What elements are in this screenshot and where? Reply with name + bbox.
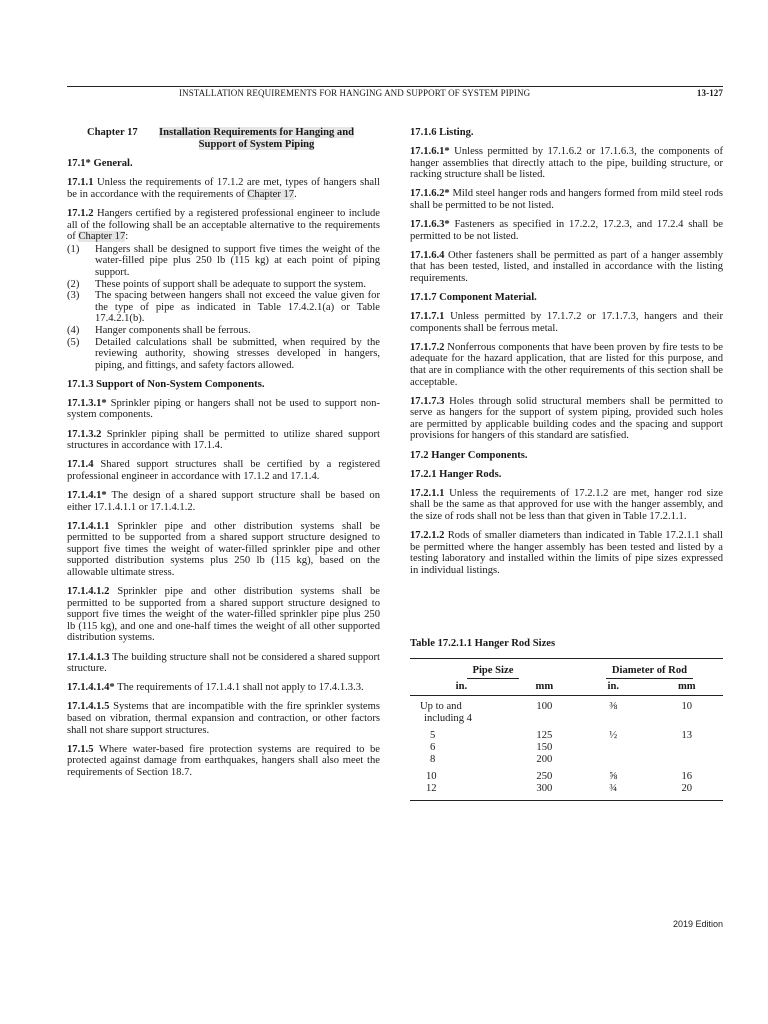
cell-line: ⅝ — [609, 771, 618, 783]
rod-mm-cell — [651, 766, 723, 801]
section-number: 17.1.4.1* — [67, 489, 107, 501]
section-text: Hangers certified by a registered professional engineer to include all of the following shall be an acceptable alternative to the requirements of — [67, 207, 380, 243]
table-title: Table 17.2.1.1 Hanger Rod Sizes — [410, 638, 556, 650]
section-17-1-3 — [67, 379, 380, 391]
section-number: 17.1.4.1.3 — [67, 651, 110, 663]
section-number: 17.1.7.2 — [410, 341, 445, 353]
cell-line: 13 — [681, 730, 693, 742]
list-item-text: These points of support shall be adequate to support the system. — [95, 278, 366, 290]
section-text: Sprinkler pipe and other distribution systems shall be permitted to be supported from a shared support structure designed to support five times the weight of the water-filled sprinkler pipe plus 250 lb (115 kg), and one and one-half times the weight of all other supported distribution systems. — [67, 586, 380, 644]
section-title: Support of Non-System Components. — [96, 378, 265, 390]
section-17-2-1-1 — [410, 488, 723, 523]
unit-in-header: in. — [410, 681, 513, 696]
section-text: Other fasteners shall be permitted as part of a hanger assembly that has been tested, listed, and installed in accordance with the listing requirements. — [410, 249, 723, 284]
section-text: The building structure shall not be considered a shared support structure. — [67, 651, 380, 675]
section-17-1-7-3 — [410, 396, 723, 442]
list-item — [67, 337, 380, 372]
section-text-end: : — [125, 231, 129, 243]
section-text: Mild steel hanger rods and hangers formed from mild steel rods shall be permitted to be not listed. — [410, 188, 723, 211]
rod-diameter-header — [576, 659, 723, 681]
cell-line: 5 — [430, 730, 436, 742]
cell-line: 10 — [426, 771, 437, 783]
table-row — [410, 696, 723, 726]
pipe-in-cell — [410, 725, 513, 766]
pipe-in-cell — [410, 696, 513, 726]
section-17-1-3-1 — [67, 398, 380, 421]
section-number: 17.1.3 — [67, 378, 94, 390]
list-item-number: (4) — [67, 324, 80, 336]
list-item — [67, 290, 380, 325]
rod-in-cell — [576, 725, 651, 766]
section-number: 17.1.4.1.4* — [67, 682, 115, 694]
section-17-1-6-2 — [410, 188, 723, 211]
section-text: Unless permitted by 17.1.6.2 or 17.1.6.3, the components of hanger assemblies that directly attach to the pipe, building structure, or racking structure shall be listed. — [410, 146, 723, 181]
section-17-1-4-1-4 — [67, 682, 380, 694]
chapter-title-text: Installation Requirements for Hanging and Support of System Piping — [158, 127, 355, 150]
cell-line: 250 — [536, 771, 553, 783]
section-17-1-4-1-1 — [67, 521, 380, 579]
unit-mm-header: mm — [651, 681, 723, 696]
section-title: General. — [93, 158, 133, 170]
section-text: Sprinkler piping or hangers shall not be used to support non-system components. — [67, 397, 380, 421]
section-text: Nonferrous components that have been proven by fire tests to be adequate for the hazard application, that are listed for this purpose, and that are in compliance with the other requirements of this section shall be acceptable. — [410, 341, 723, 388]
list-item-text: Hangers shall be designed to support five times the weight of the water-filled pipe plus 250 lb (115 kg) at each point of piping support. — [95, 243, 380, 278]
section-17-1-4 — [67, 459, 380, 482]
section-number: 17.1.3.2 — [67, 428, 102, 440]
section-17-1-7-2 — [410, 342, 723, 388]
unit-in-header: in. — [576, 681, 651, 696]
chapter-17-link[interactable]: Chapter 17 — [247, 188, 295, 200]
section-17-1-4-1-3 — [67, 652, 380, 675]
chapter-title — [149, 127, 364, 150]
list-item-text: Hanger components shall be ferrous. — [95, 324, 251, 336]
section-number: 17.1* — [67, 158, 91, 170]
page-number: 13-127 — [696, 88, 723, 98]
section-17-1-7-1 — [410, 311, 723, 334]
running-header — [67, 86, 723, 103]
section-number: 17.2.1.2 — [410, 530, 445, 542]
section-17-2-1 — [410, 469, 723, 481]
section-17-1-3-2 — [67, 429, 380, 452]
section-title: Listing. — [439, 127, 474, 138]
section-17-2-1-2 — [410, 530, 723, 576]
rod-mm-cell — [651, 725, 723, 766]
section-number: 17.1.6.4 — [410, 249, 445, 261]
section-text: Where water-based fire protection systems are required to be protected against damage from earthquakes, hangers shall also meet the requirements of Section 18.7. — [67, 743, 380, 778]
section-17-2 — [410, 450, 723, 462]
cell-line: 6 — [430, 741, 436, 753]
section-text: Systems that are incompatible with the fire sprinkler systems based on vibration, thermal expansion and contraction, or other factors shall not share support structures. — [67, 701, 380, 736]
cell-line: including 4 — [424, 712, 472, 724]
section-text: Unless the requirements of 17.1.2 are met, types of hangers shall be in accordance with the requirements of — [67, 177, 381, 200]
cell-line: Up to and — [420, 701, 462, 713]
table-row — [410, 725, 723, 766]
section-number: 17.1.7 — [410, 292, 437, 304]
cell-line: 16 — [681, 771, 693, 783]
section-title: Hanger Rods. — [439, 468, 502, 480]
section-number: 17.1.4.1.2 — [67, 586, 110, 598]
list-item-number: (5) — [67, 336, 80, 348]
section-text: Rods of smaller diameters than indicated in Table 17.2.1.1 shall be permitted where the hanger assembly has been tested and listed by a testing laboratory and installed within the limits of pipe sizes expressed in individual listings. — [410, 530, 723, 576]
section-number: 17.1.7.1 — [410, 311, 445, 323]
list-item-text: Detailed calculations shall be submitted, when required by the reviewing authority, showing stresses developed in hangers, piping, and fittings, and safety factors allowed. — [95, 336, 380, 371]
section-number: 17.1.4.1.1 — [67, 520, 110, 532]
chapter-label: Chapter 17 — [87, 127, 138, 138]
cell-line: 300 — [536, 782, 553, 794]
list-item-number: (3) — [67, 290, 80, 302]
table-group-header — [410, 659, 723, 681]
list-item-number: (1) — [67, 243, 80, 255]
pipe-size-label: Pipe Size — [467, 665, 520, 679]
section-number: 17.1.2 — [67, 207, 94, 219]
section-17-1-4-1-2 — [67, 586, 380, 644]
section-17-1-4-1 — [67, 490, 380, 513]
hanger-rod-sizes-table — [410, 658, 723, 801]
section-17-1-4-1-5 — [67, 701, 380, 736]
section-text-end: . — [294, 188, 297, 200]
table-unit-header — [410, 681, 723, 696]
cell-line: 100 — [536, 701, 553, 713]
cell-line: ⅜ — [609, 701, 618, 713]
section-17-1-6 — [410, 127, 723, 139]
pipe-in-cell — [410, 766, 513, 801]
section-number: 17.2.1.1 — [410, 487, 445, 499]
right-column — [410, 127, 723, 801]
chapter-17-link[interactable]: Chapter 17 — [78, 231, 126, 243]
section-title: Hanger Components. — [431, 449, 528, 461]
section-number: 17.1.6.3* — [410, 219, 450, 231]
section-number: 17.1.6 — [410, 127, 437, 138]
chapter-heading — [67, 127, 380, 150]
section-17-1-1 — [67, 177, 380, 200]
section-17-1-2 — [67, 208, 380, 243]
section-17-1-6-4 — [410, 250, 723, 285]
rod-mm-cell — [651, 696, 723, 726]
section-17-1-6-3 — [410, 219, 723, 242]
section-17-1-7 — [410, 292, 723, 304]
list-item — [67, 244, 380, 279]
section-title: Component Material. — [439, 292, 537, 304]
section-number: 17.1.6.2* — [410, 188, 450, 200]
list-item — [67, 279, 380, 291]
cell-line: 200 — [536, 753, 553, 765]
list-item-number: (2) — [67, 278, 80, 290]
section-number: 17.1.5 — [67, 743, 94, 755]
pipe-mm-cell — [513, 725, 576, 766]
section-number: 17.1.3.1* — [67, 397, 107, 409]
section-text: The design of a shared support structure shall be based on either 17.1.4.1.1 or 17.1.4.1.2. — [67, 489, 380, 513]
section-number: 17.1.1 — [67, 177, 94, 189]
section-text: Sprinkler pipe and other distribution systems shall be permitted to be supported from a shared support structure designed to support five times the weight of water-filled sprinkler pipe and other supported distribution systems plus 250 lb (115 kg), based on the allowable ultimate stress. — [67, 520, 380, 578]
section-number: 17.1.7.3 — [410, 395, 445, 407]
cell-line: 8 — [430, 753, 436, 765]
rod-in-cell — [576, 766, 651, 801]
rod-in-cell — [576, 696, 651, 726]
left-column — [67, 127, 380, 786]
cell-line: 10 — [681, 701, 693, 713]
section-text: The requirements of 17.1.4.1 shall not apply to 17.4.1.3.3. — [117, 682, 364, 694]
cell-line: 125 — [536, 730, 553, 742]
running-title: INSTALLATION REQUIREMENTS FOR HANGING AND SUPPORT OF SYSTEM PIPING — [179, 88, 531, 98]
section-number: 17.1.6.1* — [410, 146, 450, 158]
list-item-text: The spacing between hangers shall not exceed the value given for the type of pipe as indicated in Table 17.4.2.1(a) or Table 17.4.2.1(b). — [95, 290, 380, 325]
pipe-mm-cell — [513, 766, 576, 801]
unit-mm-header: mm — [513, 681, 576, 696]
cell-line: 20 — [681, 782, 693, 794]
cell-line: ½ — [609, 730, 618, 742]
section-17-1 — [67, 158, 380, 170]
section-text: Shared support structures shall be certified by a registered professional engineer in accordance with 17.1.2 and 17.1.4. — [67, 459, 380, 482]
section-number: 17.2.1 — [410, 468, 437, 480]
section-text: Unless the requirements of 17.2.1.2 are met, hanger rod size shall be the same as that approved for use with the hanger assembly, and the size of rods shall not be less than that given in Table 17.2.1.1. — [410, 487, 723, 522]
section-number: 17.2 — [410, 449, 429, 461]
pipe-size-header — [410, 659, 576, 681]
cell-line: 150 — [536, 741, 553, 753]
cell-line: 12 — [426, 782, 437, 794]
section-17-1-6-1 — [410, 146, 723, 181]
section-text: Holes through solid structural members shall be permitted to serve as hangers for the support of system piping, provided such holes are permitted by applicable building codes and the spacing and support provisions for hangers of this standard are satisfied. — [410, 395, 723, 442]
rod-diameter-label: Diameter of Rod — [606, 665, 693, 679]
edition-label: 2019 Edition — [672, 919, 723, 929]
section-text: Unless permitted by 17.1.7.2 or 17.1.7.3, hangers and their components shall be ferrous metal. — [410, 311, 724, 334]
section-text: Fasteners as specified in 17.2.2, 17.2.3, and 17.2.4 shall be permitted to be not listed. — [410, 219, 723, 242]
requirements-list — [67, 244, 380, 372]
pipe-mm-cell — [513, 696, 576, 726]
section-17-1-5 — [67, 744, 380, 779]
section-text: Sprinkler piping shall be permitted to utilize shared support structures in accordance with 17.1.4. — [67, 428, 380, 452]
list-item — [67, 325, 380, 337]
section-number: 17.1.4.1.5 — [67, 701, 110, 713]
table-row — [410, 766, 723, 801]
section-number: 17.1.4 — [67, 459, 94, 471]
cell-line: ¾ — [609, 782, 618, 794]
